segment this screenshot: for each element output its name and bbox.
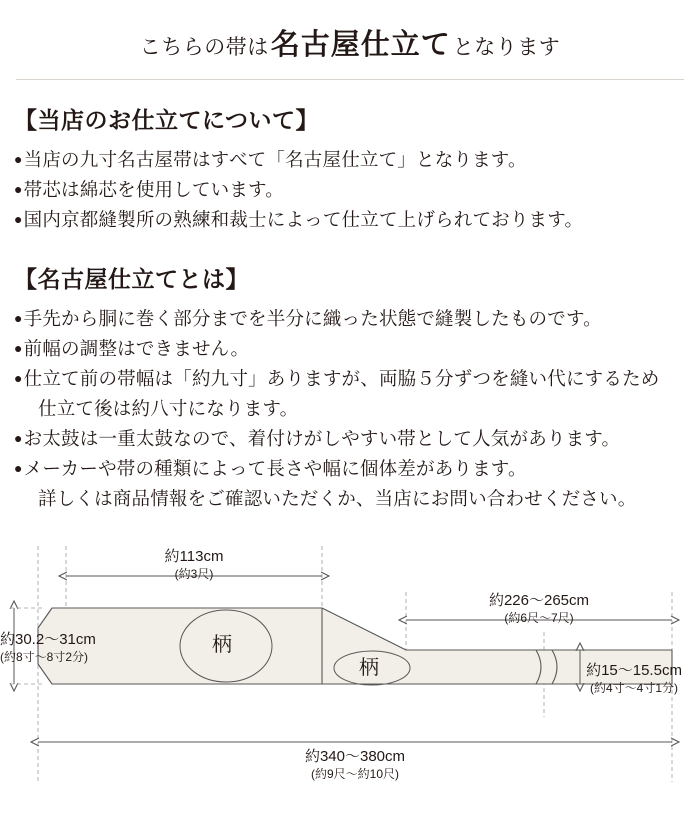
section-1-bullet-3-text: 国内京都縫製所の熟練和裁士によって仕立て上げられております。 [23,208,584,230]
measurement-right-width-sub: (約4寸〜4寸1分) [589,681,678,696]
section-2-bullet-5 [14,454,686,484]
measurement-left-width-value: 約30.2〜31cm [0,630,96,648]
section-2-bullet-3 [14,364,686,394]
section-2-bullet-4 [14,424,686,454]
header-divider [16,79,684,80]
bullet-marker-icon: ● [14,151,23,167]
obi-dimension-diagram [0,532,700,797]
measurement-top-length-sub: (約3尺) [174,567,214,582]
pattern-label-large: 柄 [212,633,232,656]
bullet-marker-icon: ● [14,459,23,476]
section-2-bullet-2 [14,334,686,364]
bullet-marker-icon: ● [14,429,23,446]
measurement-right-width [570,662,698,697]
bullet-marker-icon: ● [14,180,23,197]
measurement-right-length-sub: (約6尺〜7尺) [504,611,574,626]
section-1-bullet-1 [14,145,686,175]
measurement-left-width-sub: (約8寸〜8寸2分) [0,650,89,665]
measurement-right-length [460,592,618,627]
measurement-total-length [280,748,430,783]
measurement-left-width [0,631,112,666]
section-nagoya-tailoring [0,261,700,514]
bullet-marker-icon: ● [14,309,23,326]
page-title-suffix: となります [452,36,561,59]
section-2-bullet-4-text: お太鼓は一重太鼓なので、着付けがしやすい帯として人気があります。 [23,427,621,449]
section-2-bullet-3-continuation: 仕立て後は約八寸になります。 [38,397,299,419]
section-store-tailoring [0,102,700,235]
measurement-right-length-value: 約226〜265cm [488,591,590,609]
measurement-right-width-value: 約15〜15.5cm [586,661,682,679]
measurement-top-length-value: 約113cm [164,547,224,565]
page-title-prefix: こちらの帯は [139,36,269,59]
bullet-marker-icon: ● [14,339,23,356]
bullet-marker-icon: ● [14,369,23,386]
page-title-emphasis: 名古屋仕立て [270,29,451,61]
section-2-bullet-1-text: 手先から胴に巻く部分までを半分に織った状態で縫製したものです。 [23,307,602,329]
measurement-total-length-value: 約340〜380cm [304,747,406,765]
section-1-bullet-2-text: 帯芯は綿芯を使用しています。 [23,178,284,200]
measurement-total-length-sub: (約9尺〜約10尺) [310,767,399,782]
section-2-bullet-2-text: 前幅の調整はできません。 [23,337,250,359]
page-title [0,0,700,71]
section-2-title: 【名古屋仕立てとは】 [14,265,249,292]
section-1-bullet-3 [14,205,686,235]
section-2-bullet-3-text: 仕立て前の帯幅は「約九寸」ありますが、両脇５分ずつを縫い代にするため [23,367,660,389]
section-2-bullet-5-continuation: 詳しくは商品情報をご確認いただくか、当店にお問い合わせください。 [38,487,637,509]
section-2-bullet-5-text: メーカーや帯の種類によって長さや幅に個体差があります。 [23,457,527,479]
section-1-bullet-1-text: 当店の九寸名古屋帯はすべて「名古屋仕立て」となります。 [23,149,527,170]
measurement-top-length [142,548,246,583]
section-1-bullet-2 [14,175,686,205]
pattern-label-small: 柄 [359,656,379,679]
bullet-marker-icon: ● [14,210,23,227]
section-1-title: 【当店のお仕立てについて】 [14,107,320,133]
section-2-bullet-1 [14,304,686,334]
